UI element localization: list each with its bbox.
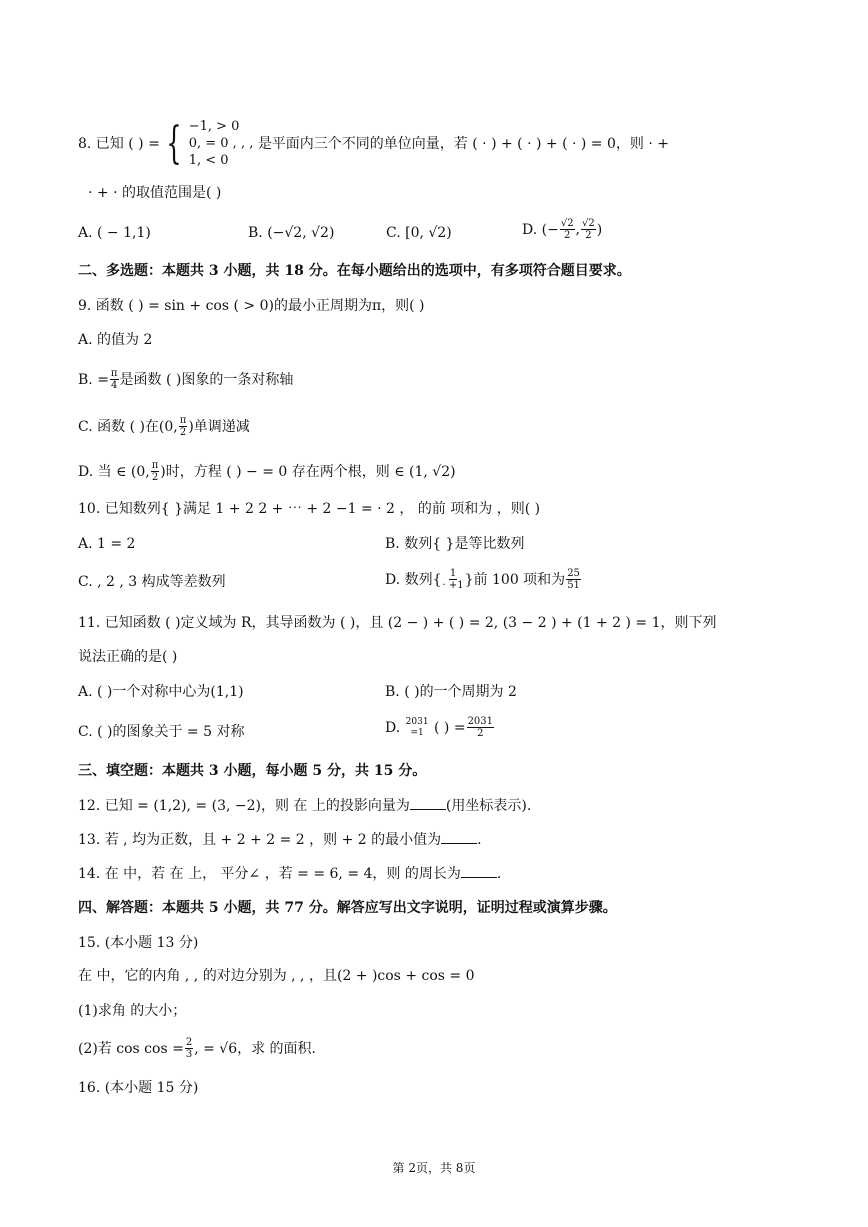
- q8-cases: [189, 118, 254, 169]
- q13-stem: 13. 若 , 均为正数，且 + 2 + 2 = 2 ，则 + 2 的最小值为 .: [78, 832, 482, 848]
- answer-blank: [461, 865, 497, 878]
- q10-option-a: A. 1 = 2: [78, 536, 136, 552]
- q15-part1: (1)求角 的大小；: [78, 1003, 187, 1019]
- q10-option-b: B. 数列{ }是等比数列: [385, 536, 525, 552]
- q12-stem: 12. 已知 = (1,2), = (3, −2)，则 在 上的投影向量为 (用坐标表示).: [78, 798, 532, 814]
- q9-c-frac: $\frac{\pi}{2}$: [179, 415, 187, 438]
- q8-stem: [78, 118, 669, 169]
- q8-after: 是平面内三个不同的单位向量，若 ( · ) + ( · ) + ( · ) = 0，则 · +: [257, 135, 669, 152]
- q10-d-frac1: $\frac{1}{\cdot +1}$: [442, 568, 464, 591]
- q11-option-b: B. ( )的一个周期为 2: [385, 684, 517, 700]
- q11-option-a: A. ( )一个对称中心为(1,1): [78, 684, 244, 700]
- q11-d-sum: 2031 =1: [405, 716, 429, 738]
- q8-d-frac2: $\frac{√2}{2}$: [582, 218, 595, 241]
- q11-stem-line1: 11. 已知函数 ( )定义域为 R，其导函数为 ( )，且 (2 − ) + ( ) = 2, (3 − 2 ) + (1 + 2 ) = 1，则下列: [78, 615, 717, 631]
- q8-option-a: A. ( − 1,1): [78, 225, 151, 241]
- q9-stem: 9. 函数 ( ) = sin + cos ( > 0)的最小正周期为π，则( ): [78, 298, 425, 314]
- q9-option-b: B. = $\frac{\pi}{4}$ 是函数 ( )图象的一条对称轴: [78, 368, 294, 391]
- q8-option-b: B. (−√2, √2): [248, 225, 335, 241]
- q15-p2-frac: $\frac{2}{3}$: [185, 1037, 193, 1060]
- q11-option-d: D. 2031 =1 ( ) = $\frac{2031}{2}$: [385, 716, 494, 739]
- q8-stem-line2: · + · 的取值范围是( ): [88, 185, 222, 201]
- q8-option-c: C. [0, √2): [386, 225, 452, 241]
- q9-b-frac: $\frac{\pi}{4}$: [110, 368, 118, 391]
- q11-stem-line2: 说法正确的是( ): [78, 649, 178, 665]
- q11-option-c: C. ( )的图象关于 = 5 对称: [78, 724, 245, 740]
- q10-d-frac2: $\frac{25}{51}$: [567, 568, 580, 591]
- q10-option-d: D. 数列{ $\frac{1}{\cdot +1}$ }前 100 项和为 $\frac{25}{51}$: [385, 568, 580, 591]
- q9-option-d: D. 当 ∈ (0, $\frac{\pi}{2}$ )时，方程 ( ) − = 0 存在两个根，则 ∈ (1, √2): [78, 460, 456, 483]
- q10-stem: 10. 已知数列{ }满足 1 + 2 2 + ⋯ + 2 −1 = · 2 ， 的前 项和为 ，则( ): [78, 501, 541, 517]
- q16-heading: 16. (本小题 15 分): [78, 1080, 199, 1096]
- q11-d-frac: $\frac{2031}{2}$: [467, 716, 494, 739]
- q9-option-c: C. 函数 ( )在(0, $\frac{\pi}{2}$ )单调递减: [78, 415, 250, 438]
- q8-prefix: 8. 已知 ( ) =: [78, 135, 160, 152]
- q9-option-a: A. 的值为 2: [78, 332, 153, 348]
- q8-case2: 0, = 0 , , ,: [188, 136, 254, 151]
- answer-blank: [410, 797, 446, 810]
- q9-d-frac: $\frac{\pi}{2}$: [151, 460, 159, 483]
- section-multiple-choice-title: 二、多选题：本题共 3 小题，共 18 分。在每小题给出的选项中，有多项符合题目要求。: [78, 263, 631, 279]
- q14-stem: 14. 在 中，若 在 上， 平分∠ ，若 = = 6, = 4，则 的周长为 .: [78, 866, 502, 882]
- q15-heading: 15. (本小题 13 分): [78, 935, 199, 951]
- answer-blank: [441, 831, 477, 844]
- q8-d-frac1: $\frac{√2}{2}$: [560, 218, 574, 241]
- page-footer: 第 2页，共 8页: [392, 1161, 476, 1175]
- q15-part2: (2)若 cos cos = $\frac{2}{3}$ , = √6，求 的面积.: [78, 1037, 317, 1060]
- brace-symbol: {: [166, 117, 182, 169]
- q8-case1: −1, > 0: [188, 119, 240, 134]
- q8-case3: 1, < 0: [188, 153, 229, 168]
- section-fill-blank-title: 三、填空题：本题共 3 小题，每小题 5 分，共 15 分。: [78, 763, 427, 779]
- q8-option-d: D. (− $\frac{√2}{2}$ , $\frac{√2}{2}$ ): [522, 218, 603, 241]
- q15-stem: 在 中，它的内角 , , 的对边分别为 , , ，且(2 + )cos + cos = 0: [78, 968, 475, 984]
- section-solution-title: 四、解答题：本题共 5 小题，共 77 分。解答应写出文字说明，证明过程或演算步骤。: [78, 900, 617, 916]
- q10-option-c: C. , 2 , 3 构成等差数列: [78, 574, 226, 590]
